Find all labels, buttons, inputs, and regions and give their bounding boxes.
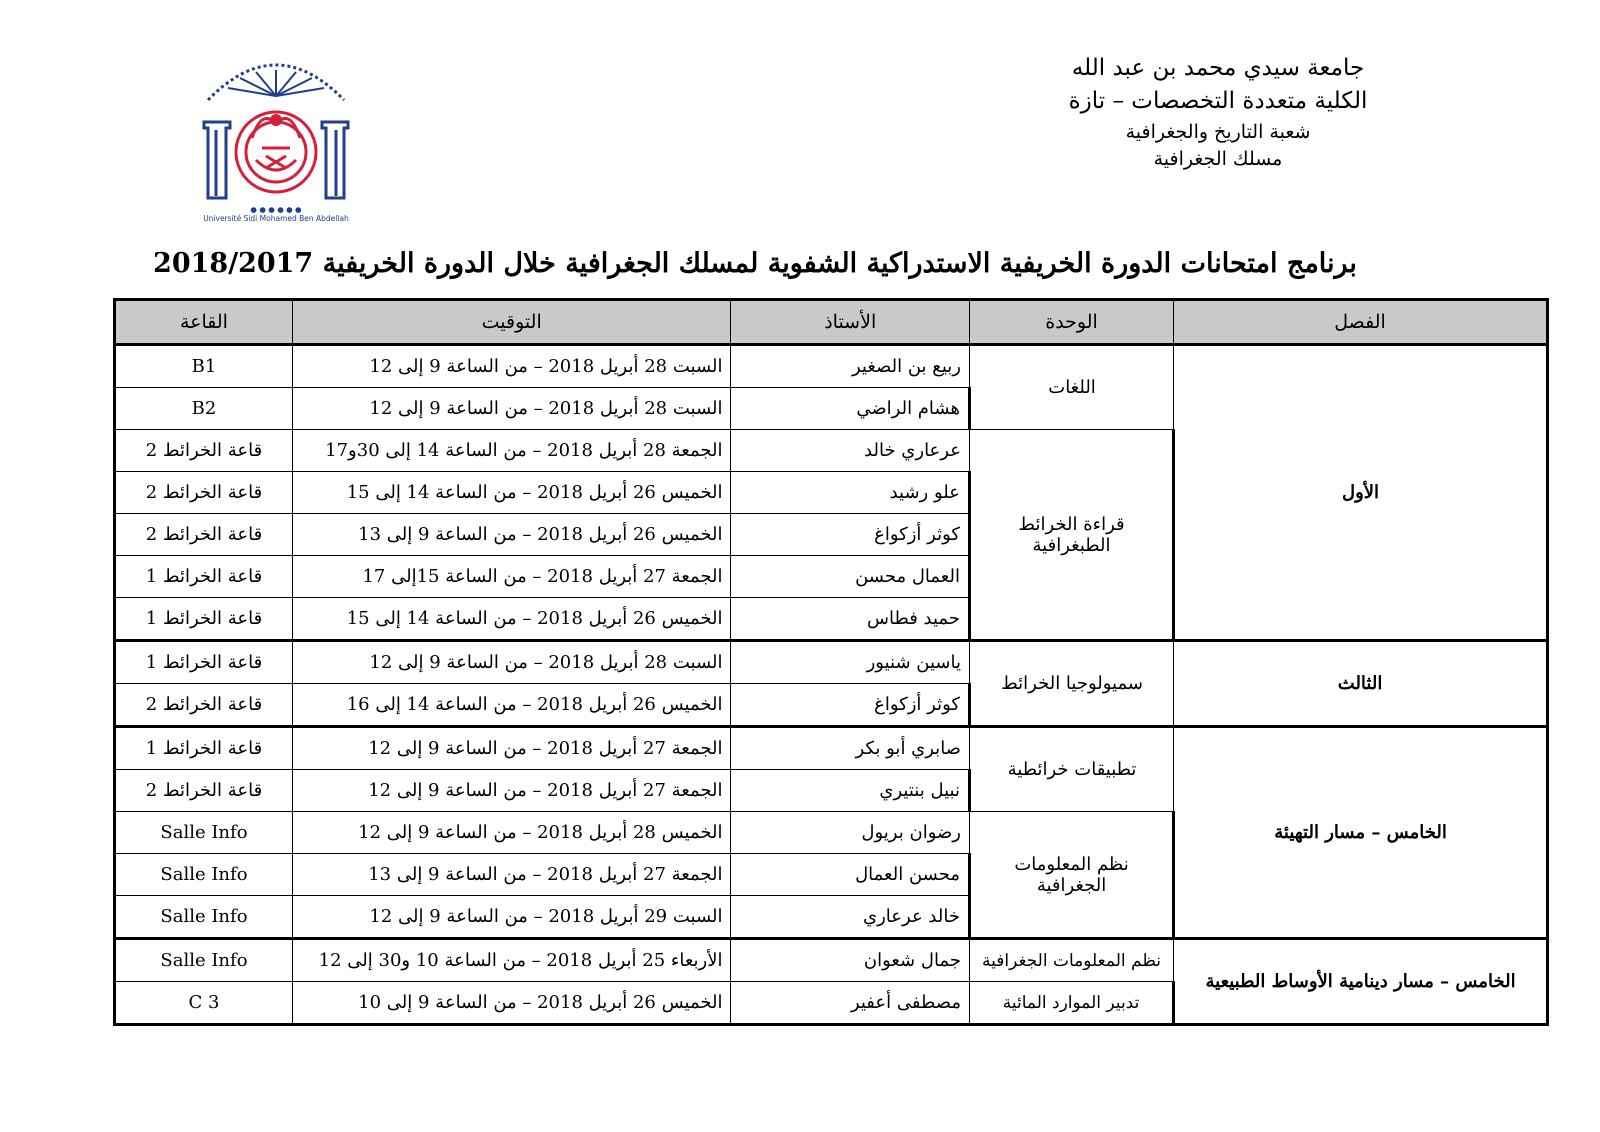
timing-cell: الجمعة 27 أبريل 2018 – من الساعة 9 إلى 12: [292, 727, 731, 770]
professor-cell: هشام الراضي: [731, 388, 969, 430]
room-cell: Salle Info: [115, 854, 293, 896]
timing-cell: السبت 28 أبريل 2018 – من الساعة 9 إلى 12: [292, 388, 731, 430]
unit-cell: تطبيقات خرائطية: [969, 727, 1173, 812]
room-cell: قاعة الخرائط 2: [115, 472, 293, 514]
timing-cell: الخميس 26 أبريل 2018 – من الساعة 9 إلى 10: [292, 982, 731, 1025]
professor-cell: صابري أبو بكر: [731, 727, 969, 770]
professor-cell: كوثر أزكواغ: [731, 684, 969, 727]
semester-cell: الخامس – مسار التهيئة: [1174, 727, 1548, 939]
header-timing: التوقيت: [292, 300, 731, 345]
university-name: جامعة سيدي محمد بن عبد الله: [1071, 55, 1365, 81]
professor-cell: رضوان بريول: [731, 812, 969, 854]
professor-cell: كوثر أزكواغ: [731, 514, 969, 556]
timing-cell: الخميس 26 أبريل 2018 – من الساعة 14 إلى 16: [292, 684, 731, 727]
professor-cell: جمال شعوان: [731, 939, 969, 982]
room-cell: Salle Info: [115, 812, 293, 854]
department-name: شعبة التاريخ والجغرافية: [1125, 120, 1311, 143]
table-row: [115, 727, 1548, 770]
professor-cell: العمال محسن: [731, 556, 969, 598]
table-row: [115, 345, 1548, 388]
header-unit: الوحدة: [969, 300, 1173, 345]
professor-cell: ربيع بن الصغير: [731, 345, 969, 388]
room-cell: Salle Info: [115, 896, 293, 939]
timing-cell: السبت 29 أبريل 2018 – من الساعة 9 إلى 12: [292, 896, 731, 939]
faculty-name: الكلية متعددة التخصصات – تازة: [1068, 88, 1368, 115]
timing-cell: الجمعة 27 أبريل 2018 – من الساعة 9 إلى 12: [292, 770, 731, 812]
timing-cell: الجمعة 27 أبريل 2018 – من الساعة 15إلى 17: [292, 556, 731, 598]
semester-cell: الثالث: [1174, 641, 1548, 727]
timing-cell: الأربعاء 25 أبريل 2018 – من الساعة 10 و30 إلى 12: [292, 939, 731, 982]
room-cell: B1: [115, 345, 293, 388]
timing-cell: الجمعة 28 أبريل 2018 – من الساعة 14 إلى 30و17: [292, 430, 731, 472]
table-row: [115, 939, 1548, 982]
room-cell: Salle Info: [115, 939, 293, 982]
track-name: مسلك الجغرافية: [1153, 148, 1283, 171]
professor-cell: خالد عرعاري: [731, 896, 969, 939]
logo-caption: Université Sidi Mohamed Ben Abdellah: [203, 214, 349, 223]
room-cell: قاعة الخرائط 2: [115, 684, 293, 727]
unit-cell: قراءة الخرائط الطبغرافية: [969, 430, 1173, 641]
university-logo: [190, 48, 362, 223]
unit-cell: تدبير الموارد المائية: [969, 982, 1173, 1025]
professor-cell: ياسين شنيور: [731, 641, 969, 684]
exam-schedule-table: [113, 298, 1549, 1026]
logo-caption-arabic: ● ● ● ● ● ●: [250, 205, 302, 214]
room-cell: C 3: [115, 982, 293, 1025]
professor-cell: مصطفى أعفير: [731, 982, 969, 1025]
room-cell: قاعة الخرائط 1: [115, 727, 293, 770]
institution-header: [1048, 52, 1388, 174]
timing-cell: الجمعة 27 أبريل 2018 – من الساعة 9 إلى 13: [292, 854, 731, 896]
unit-cell: اللغات: [969, 345, 1173, 430]
semester-cell: الأول: [1174, 345, 1548, 641]
page-title: برنامج امتحانات الدورة الخريفية الاستدراكية الشفوية لمسلك الجغرافية خلال الدورة الخريفية 2018/2017: [153, 248, 1357, 279]
room-cell: قاعة الخرائط 2: [115, 514, 293, 556]
unit-cell: نظم المعلومات الجغرافية: [969, 812, 1173, 939]
timing-cell: الخميس 26 أبريل 2018 – من الساعة 9 إلى 13: [292, 514, 731, 556]
professor-cell: عرعاري خالد: [731, 430, 969, 472]
timing-cell: السبت 28 أبريل 2018 – من الساعة 9 إلى 12: [292, 641, 731, 684]
room-cell: قاعة الخرائط 2: [115, 770, 293, 812]
timing-cell: الخميس 26 أبريل 2018 – من الساعة 14 إلى 15: [292, 598, 731, 641]
header-semester: الفصل: [1174, 300, 1548, 345]
room-cell: B2: [115, 388, 293, 430]
timing-cell: الخميس 28 أبريل 2018 – من الساعة 9 إلى 12: [292, 812, 731, 854]
professor-cell: نبيل بنتيري: [731, 770, 969, 812]
professor-cell: علو رشيد: [731, 472, 969, 514]
unit-cell: سميولوجيا الخرائط: [969, 641, 1173, 727]
semester-cell: الخامس – مسار دينامية الأوساط الطبيعية: [1174, 939, 1548, 1025]
header-room: القاعة: [115, 300, 293, 345]
table-header-row: [115, 300, 1548, 345]
timing-cell: السبت 28 أبريل 2018 – من الساعة 9 إلى 12: [292, 345, 731, 388]
table-row: [115, 641, 1548, 684]
unit-cell: نظم المعلومات الجغرافية: [969, 939, 1173, 982]
room-cell: قاعة الخرائط 1: [115, 556, 293, 598]
room-cell: قاعة الخرائط 1: [115, 598, 293, 641]
timing-cell: الخميس 26 أبريل 2018 – من الساعة 14 إلى 15: [292, 472, 731, 514]
room-cell: قاعة الخرائط 2: [115, 430, 293, 472]
room-cell: قاعة الخرائط 1: [115, 641, 293, 684]
header-professor: الأستاذ: [731, 300, 969, 345]
professor-cell: محسن العمال: [731, 854, 969, 896]
professor-cell: حميد فطاس: [731, 598, 969, 641]
